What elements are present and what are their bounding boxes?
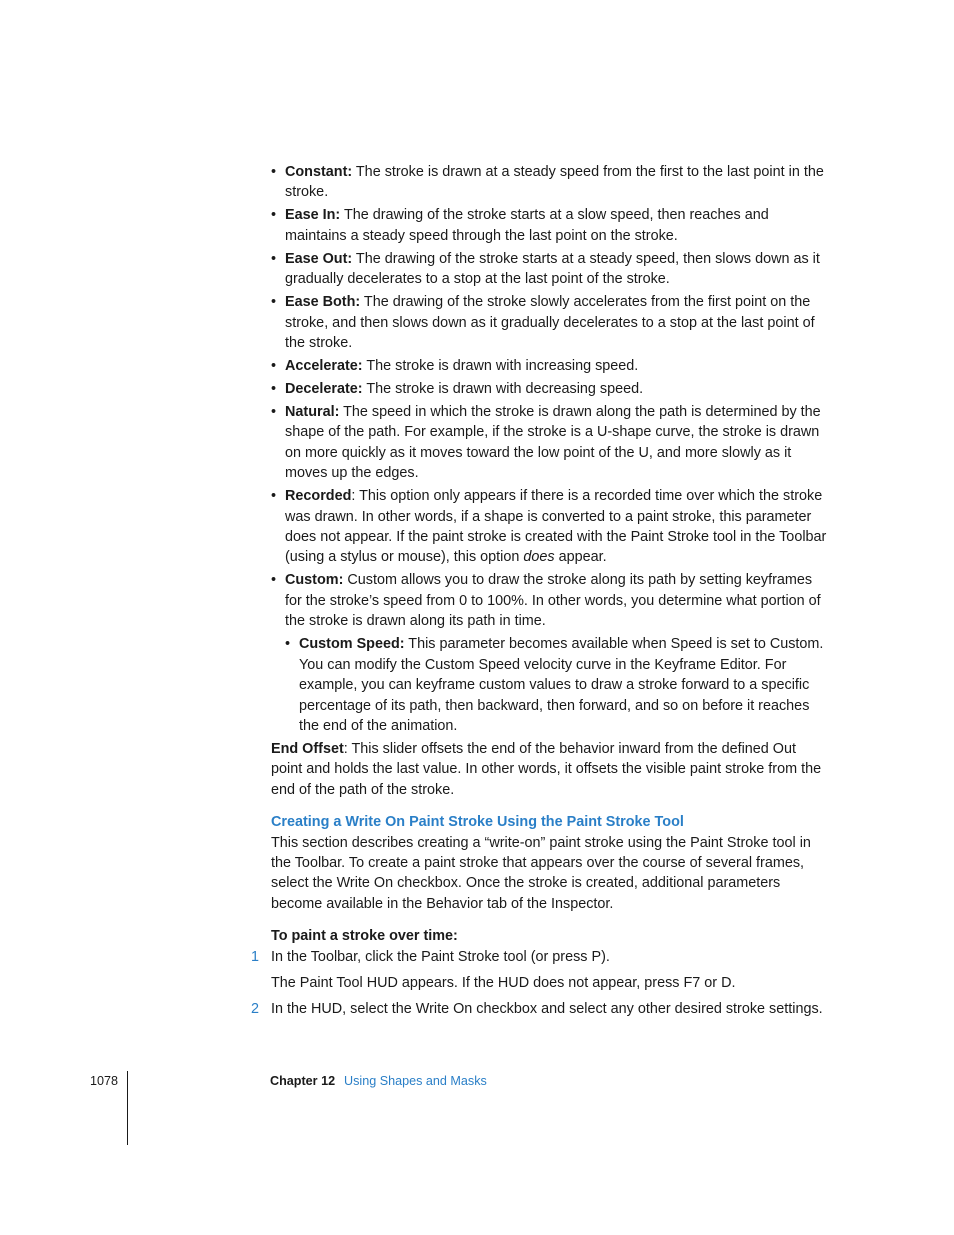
step-1: 1 In the Toolbar, click the Paint Stroke tool (or press P).: [271, 947, 827, 967]
footer-divider: [127, 1071, 128, 1145]
step-number: 1: [251, 948, 260, 965]
speed-option-list: [271, 162, 827, 736]
end-offset-paragraph: End Offset: This slider offsets the end of the behavior inward from the defined Out point and holds the last value. In other words, it offsets the visible paint stroke from the end of the path of the stroke.: [271, 740, 822, 798]
list-item: • Constant: The stroke is drawn at a steady speed from the first to the last point in the stroke.: [271, 162, 827, 203]
step-note: The Paint Tool HUD appears. If the HUD does not appear, press F7 or D.: [271, 974, 736, 991]
list-item: • Custom: Custom allows you to draw the stroke along its path by setting keyframes for the stroke’s speed from 0 to 100%. In other words, you determine what portion of the stroke is drawn along its path in time. • Custom Speed: This parameter becomes available when Speed is set to Custom. You can modify the Custom Speed velocity curve in the Keyframe Editor. For example, you can keyframe custom values to draw a stroke forward to a specific percentage of its path, then backward, then forward, and so on before it reaches the end of the animation.: [271, 570, 827, 736]
list-item: • Accelerate: The stroke is drawn with increasing speed.: [271, 356, 827, 376]
section-body: This section describes creating a “write-on” paint stroke using the Paint Stroke tool in the Toolbar. To create a paint stroke that appears over the course of several frames, select the Write On checkbox. Once the stroke is created, additional parameters become available in the Behavior tab of the Inspector.: [271, 834, 811, 912]
list-item: • Ease Out: The drawing of the stroke starts at a steady speed, then slows down as it gradually decelerates to a stop at the last point of the stroke.: [271, 249, 827, 290]
page-footer: [0, 1071, 954, 1151]
sub-option-list: [285, 634, 827, 736]
list-item: • Recorded: This option only appears if there is a recorded time over which the stroke was drawn. In other words, if a shape is converted to a paint stroke, this parameter does not appear. If the paint stroke is created with the Paint Stroke tool in the Toolbar (using a stylus or mouse), this option does appear.: [271, 486, 827, 568]
page-number: 1078: [90, 1074, 119, 1088]
main-content: [251, 162, 827, 1020]
step-number: 2: [251, 1001, 260, 1018]
list-item: • Custom Speed: This parameter becomes available when Speed is set to Custom. You can modify the Custom Speed velocity curve in the Keyframe Editor. For example, you can keyframe custom values to draw a stroke forward to a specific percentage of its path, then backward, then forward, and so on before it reaches the end of the animation.: [285, 634, 827, 736]
section-heading: Creating a Write On Paint Stroke Using the Paint Stroke Tool: [271, 814, 684, 831]
task-title: To paint a stroke over time:: [271, 928, 458, 945]
step-2: 2 In the HUD, select the Write On checkbox and select any other desired stroke settings.: [271, 999, 827, 1019]
list-item: • Ease In: The drawing of the stroke starts at a slow speed, then reaches and maintains a steady speed through the last point on the stroke.: [271, 205, 827, 246]
chapter-title-link[interactable]: Using Shapes and Masks: [344, 1074, 487, 1088]
list-item: • Natural: The speed in which the stroke is drawn along the path is determined by the shape of the path. For example, if the stroke is a U-shape curve, the stroke is drawn on more quickly as it moves toward the low point of the U, and more slowly as it moves up the edges.: [271, 402, 827, 484]
list-item: • Decelerate: The stroke is drawn with decreasing speed.: [271, 379, 827, 399]
chapter-label: Chapter 12: [270, 1074, 336, 1088]
list-item: • Ease Both: The drawing of the stroke slowly accelerates from the first point on the stroke, and then slows down as it gradually decelerates to a stop at the last point of the stroke.: [271, 292, 827, 353]
